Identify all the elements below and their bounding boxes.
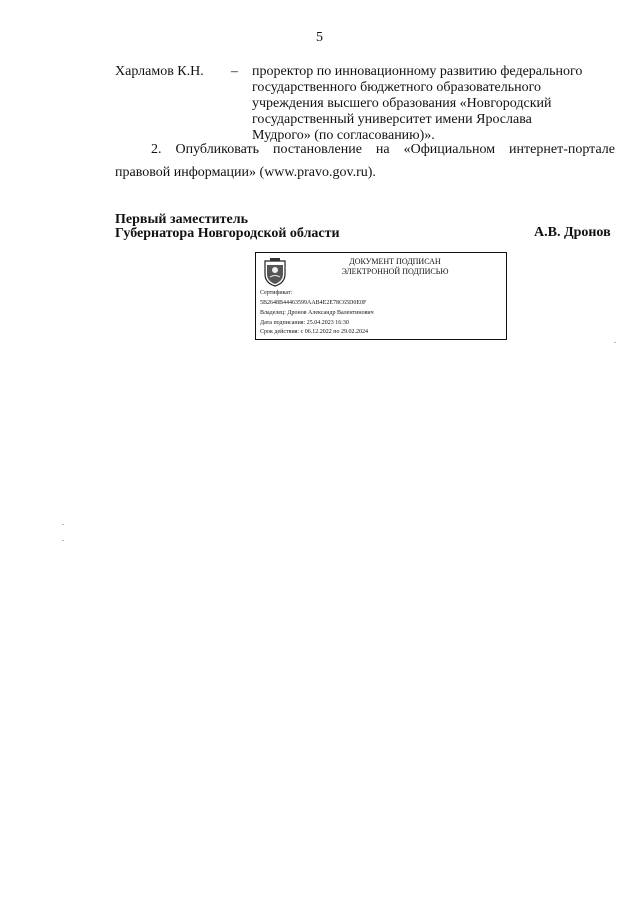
scan-mark: [614, 342, 616, 343]
signer-name: А.В. Дронов: [534, 225, 611, 240]
scan-mark: [62, 540, 64, 541]
esign-header-line: ДОКУМЕНТ ПОДПИСАН: [349, 257, 441, 266]
member-role: [252, 64, 612, 144]
esign-owner: Владелец: Дронов Александр Валентинович: [260, 310, 374, 316]
member-role-line: учреждения высшего образования «Новгородский: [252, 96, 552, 111]
member-role-line: государственный университет имени Ярослава: [252, 112, 532, 127]
member-role-line: проректор по инновационному развитию федерального: [252, 64, 583, 79]
member-name: Харламов К.Н.: [115, 64, 204, 79]
member-dash: –: [231, 64, 238, 79]
esign-cert-serial: 5B2648B44463599AAB4E2E78C65D0E0F: [260, 300, 367, 306]
member-role-line: государственного бюджетного образовательного: [252, 80, 542, 95]
esign-header-line: ЭЛЕКТРОННОЙ ПОДПИСЬЮ: [341, 267, 449, 276]
signer-title-line: Первый заместитель: [115, 212, 248, 227]
signer-title: [115, 213, 340, 241]
signer-title-line: Губернатора Новгородской области: [115, 226, 340, 241]
esign-header: [290, 257, 500, 277]
esign-cert-label: Сертификат:: [260, 290, 293, 296]
esign-date: Дата подписания: 25.04.2023 16:30: [260, 320, 349, 326]
electronic-signature-stamp: [255, 252, 507, 340]
page-number: 5: [316, 30, 323, 45]
scan-mark: [62, 524, 64, 525]
coat-of-arms-icon: [262, 257, 288, 287]
esign-validity: Срок действия: с 06.12.2022 по 29.02.2024: [260, 329, 368, 335]
member-role-line: Мудрого» (по согласованию)».: [252, 128, 435, 143]
clause-2: 2. Опубликовать постановление на «Официальном интернет-портале правовой информации» (www.pravo.gov.ru).: [115, 142, 615, 180]
